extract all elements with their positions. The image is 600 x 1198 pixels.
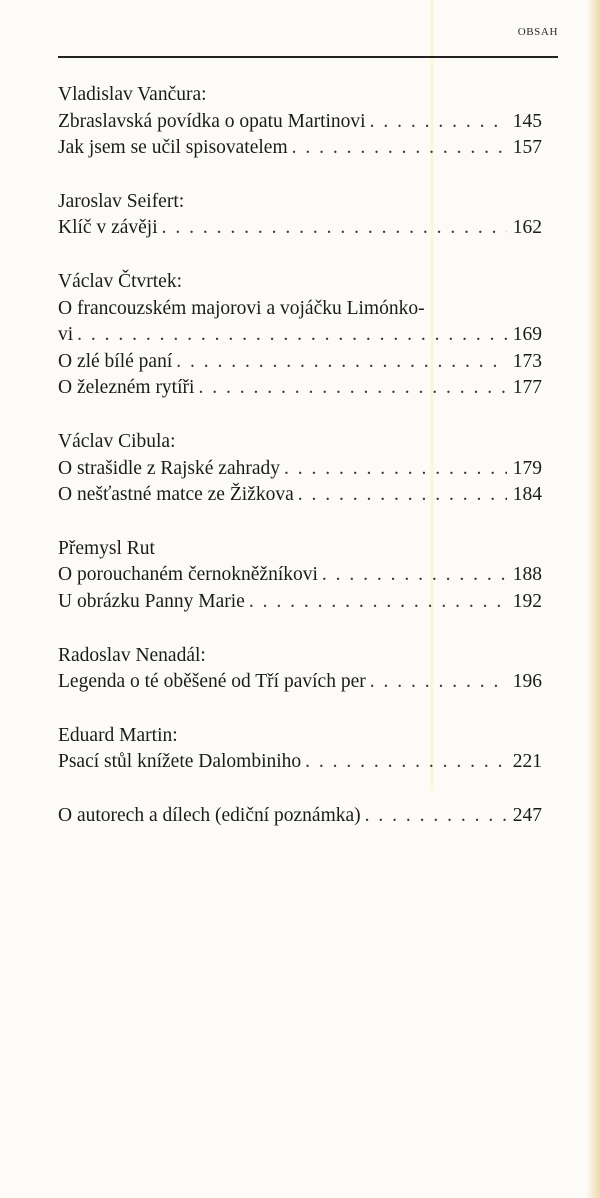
author-name: Václav Čtvrtek: bbox=[58, 270, 182, 292]
author-name: Vladislav Vančura: bbox=[58, 84, 207, 105]
entry-title: O železném rytíři bbox=[58, 377, 195, 399]
toc-entry bbox=[58, 456, 542, 483]
page-number: 173 bbox=[512, 350, 542, 372]
dot-leader bbox=[322, 562, 507, 589]
toc-entry bbox=[58, 349, 542, 376]
dot-leader bbox=[370, 669, 507, 696]
toc-entry bbox=[58, 322, 542, 349]
page-number: 157 bbox=[512, 137, 542, 159]
entry-title: Klíč v závěji bbox=[58, 217, 158, 239]
toc-section bbox=[58, 723, 542, 776]
entry-title-line1: O francouzském majorovi a vojáčku Limónko- bbox=[58, 297, 425, 319]
page-number: 184 bbox=[512, 484, 542, 506]
dot-leader bbox=[298, 482, 507, 509]
author-name: Eduard Martin: bbox=[58, 724, 178, 746]
toc-entry bbox=[58, 589, 542, 616]
author-name: Václav Cibula: bbox=[58, 430, 176, 452]
dot-leader bbox=[365, 803, 507, 830]
toc-entry bbox=[58, 135, 542, 162]
toc-section bbox=[58, 269, 542, 402]
author-name: Jaroslav Seifert: bbox=[58, 190, 185, 212]
dot-leader bbox=[77, 322, 507, 349]
toc-section bbox=[58, 189, 542, 242]
table-of-contents bbox=[58, 82, 542, 856]
toc-section bbox=[58, 643, 542, 696]
toc-entry bbox=[58, 803, 542, 830]
toc-entry bbox=[58, 562, 542, 589]
entry-title: Jak jsem se učil spisovatelem bbox=[58, 137, 288, 159]
dot-leader bbox=[249, 589, 507, 616]
toc-section bbox=[58, 803, 542, 830]
dot-leader bbox=[198, 375, 506, 402]
page-number: 169 bbox=[512, 324, 542, 346]
toc-entry bbox=[58, 482, 542, 509]
toc-entry bbox=[58, 109, 542, 136]
entry-title: Legenda o té oběšené od Tří pavích per bbox=[58, 671, 366, 693]
page-number: 192 bbox=[512, 590, 542, 612]
author-name: Přemysl Rut bbox=[58, 537, 155, 559]
page-number: 196 bbox=[512, 671, 542, 693]
author-name: Radoslav Nenadál: bbox=[58, 644, 206, 666]
dot-leader bbox=[305, 749, 507, 776]
dot-leader bbox=[162, 215, 507, 242]
entry-title: O porouchaném černokněžníkovi bbox=[58, 564, 318, 586]
page-number: 179 bbox=[512, 457, 542, 479]
toc-section bbox=[58, 82, 542, 162]
header-rule bbox=[58, 56, 558, 58]
entry-title: O zlé bílé paní bbox=[58, 350, 173, 372]
toc-entry bbox=[58, 215, 542, 242]
page-number: 188 bbox=[512, 564, 542, 586]
toc-section bbox=[58, 429, 542, 509]
toc-section bbox=[58, 536, 542, 616]
entry-title: U obrázku Panny Marie bbox=[58, 590, 245, 612]
toc-entry bbox=[58, 749, 542, 776]
page-number: 247 bbox=[512, 804, 542, 826]
entry-title: Zbraslavská povídka o opatu Martinovi bbox=[58, 110, 366, 132]
page-number: 162 bbox=[512, 217, 542, 239]
dot-leader bbox=[284, 456, 507, 483]
page-number: 221 bbox=[512, 751, 542, 773]
page-edge bbox=[586, 0, 600, 1198]
page-number: 177 bbox=[512, 377, 542, 399]
toc-entry bbox=[58, 375, 542, 402]
toc-entry bbox=[58, 669, 542, 696]
running-head: OBSAH bbox=[517, 26, 558, 38]
entry-title: O autorech a dílech (ediční poznámka) bbox=[58, 804, 361, 826]
entry-title: Psací stůl knížete Dalombiniho bbox=[58, 751, 302, 773]
entry-title: vi bbox=[58, 324, 74, 346]
page-number: 145 bbox=[512, 110, 542, 132]
dot-leader bbox=[292, 135, 507, 162]
dot-leader bbox=[176, 349, 507, 376]
entry-title: O nešťastné matce ze Žižkova bbox=[58, 484, 294, 506]
dot-leader bbox=[370, 109, 507, 136]
entry-title: O strašidle z Rajské zahrady bbox=[58, 457, 281, 479]
